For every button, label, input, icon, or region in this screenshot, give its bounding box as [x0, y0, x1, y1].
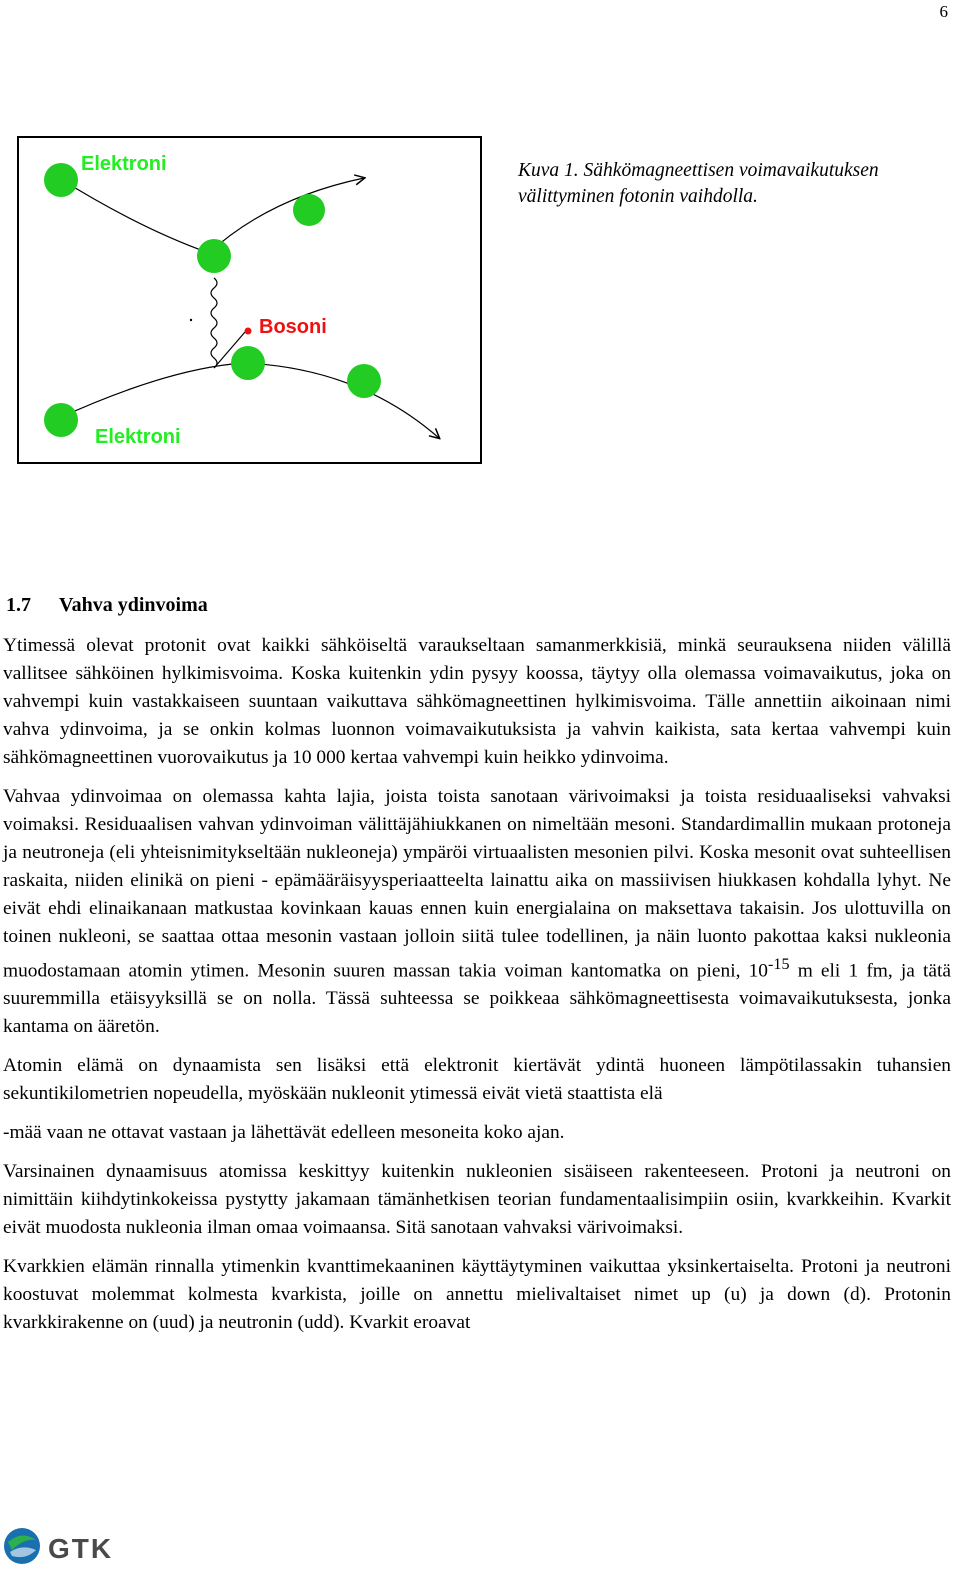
- paragraph: Varsinainen dynaamisuus atomissa keskittyy kuitenkin nukleonien sisäiseen rakenteeseen. Protoni ja neutroni on nimittäin kiihdytinkokeissa pystytty jakamaan tämänhetkisen teorian fundamentaalisimpiin osiin, kvarkkeihin. Kvarkit eivät muodosta nukleonia ilman omaa voimaansa. Sitä sanotaan vahvaksi värivoimaksi.: [3, 1161, 951, 1239]
- quantity-exponent: -15: [768, 956, 790, 973]
- section-number: 1.7: [6, 594, 31, 616]
- body-text: [3, 632, 951, 1348]
- electron-particle-icon: [197, 239, 231, 273]
- section-title: Vahva ydinvoima: [59, 594, 208, 616]
- paragraph: Atomin elämä on dynaamista sen lisäksi että elektronit kiertävät ydintä huoneen lämpötilassakin tuhansien sekuntikilometrien nopeudella, myöskään nukleonit ytimessä eivät vietä staattista elä: [3, 1055, 951, 1105]
- logo-text: GTK: [48, 1533, 114, 1564]
- figure-feynman-diagram: [17, 136, 482, 464]
- feynman-diagram-svg: [19, 138, 480, 462]
- electron-particle-icon: [293, 194, 325, 226]
- label-electron-top: Elektroni: [81, 153, 167, 175]
- label-boson: Bosoni: [259, 316, 327, 338]
- boson-dot-icon: [245, 328, 252, 335]
- stray-dot: [190, 319, 192, 321]
- electron-bottom-path-out: [244, 363, 439, 438]
- electron-top-path-out: [209, 178, 364, 253]
- paragraph-text: Vahvaa ydinvoimaa on olemassa kahta lajia, joista toista sanotaan värivoimaksi ja toista residuaaliseksi vahvaksi voimaksi. Residuaalisen vahvan ydinvoiman välittäjähiukkanen on nimeltään mesoni. Standardimallin mukaan protoneja ja neutroneja (eli yhteisnimitykseltään nukleoneja) ympäröi virtuaalisten mesonien pilvi. Koska mesonit ovat suhteellisen raskaita, niiden elinikä on pieni - epämääräisyysperiaatteelta lainattu aika on massiivisen hiukkasen kohdalla lyhyt. Ne eivät ehdi elinaikanaan matkustaa kovinkaan kauas ennen kuin energialaina on maksettava takaisin. Jos ulottuvilla on toinen nukleoni, se saattaa ottaa mesonin vastaan jolloin siitä tulee todellinen, ja näin luonto pakottaa kaksi nukleonia muodostamaan atomin ytimen. Mesonin suuren massan takia voiman kantomatka on pieni,: [3, 786, 951, 982]
- label-electron-bottom: Elektroni: [95, 426, 181, 448]
- electron-particle-icon: [44, 403, 78, 437]
- gtk-logo: [2, 1520, 142, 1575]
- paragraph: Ytimessä olevat protonit ovat kaikki sähköiseltä varaukseltaan samanmerkkisiä, minkä seurauksena niiden välillä vallitsee sähköinen hylkimisvoima. Koska kuitenkin ydin pysyy koossa, täytyy olla olemassa voimavaikutus, joka on vahvempi kuin vastakkaiseen suuntaan vaikuttava sähkömagneettinen hylkimisvoima. Tälle annettiin aikoinaan nimi vahva ydinvoima, ja se onkin kolmas luonnon voimavaikutuksista ja vahvin kaikista, sata kertaa vahvempi kuin sähkömagneettinen vuorovaikutus ja 10 000 kertaa vahvempi kuin heikko ydinvoima.: [3, 635, 951, 768]
- gtk-logo-icon: [2, 1520, 142, 1570]
- paragraph-text-tail: m eli 1 fm, ja tätä suuremmilla etäisyyksillä se on nolla. Tässä suhteessa se poikkeaa sähkömagneettisesta voimavaikutuksesta, jonka kantama on ääretön.: [3, 960, 951, 1038]
- paragraph: Kvarkkien elämän rinnalla ytimenkin kvanttimekaaninen käyttäytyminen vaikuttaa yksinkertaiselta. Protoni ja neutroni koostuvat molemmat kolmesta kvarkista, joille on annettu mielivaltaiset nimet up (u) ja down (d). Protonin kvarkkirakenne on (uud) ja neutronin (udd). Kvarkit eroavat: [3, 1256, 951, 1334]
- electron-top-path-in: [59, 178, 209, 253]
- electron-particle-icon: [347, 364, 381, 398]
- figure-caption: Kuva 1. Sähkömagneettisen voimavaikutuksen välittyminen fotonin vaihdolla.: [518, 160, 879, 207]
- section-heading: [6, 594, 208, 617]
- page-number: 6: [939, 2, 948, 21]
- paragraph: [3, 783, 951, 1041]
- electron-bottom-path-in: [59, 363, 244, 418]
- electron-particle-icon: [231, 346, 265, 380]
- quantity-base: 10: [748, 960, 768, 982]
- paragraph: -mää vaan ne ottavat vastaan ja lähettävät edelleen mesoneita koko ajan.: [3, 1122, 565, 1144]
- electron-particle-icon: [44, 163, 78, 197]
